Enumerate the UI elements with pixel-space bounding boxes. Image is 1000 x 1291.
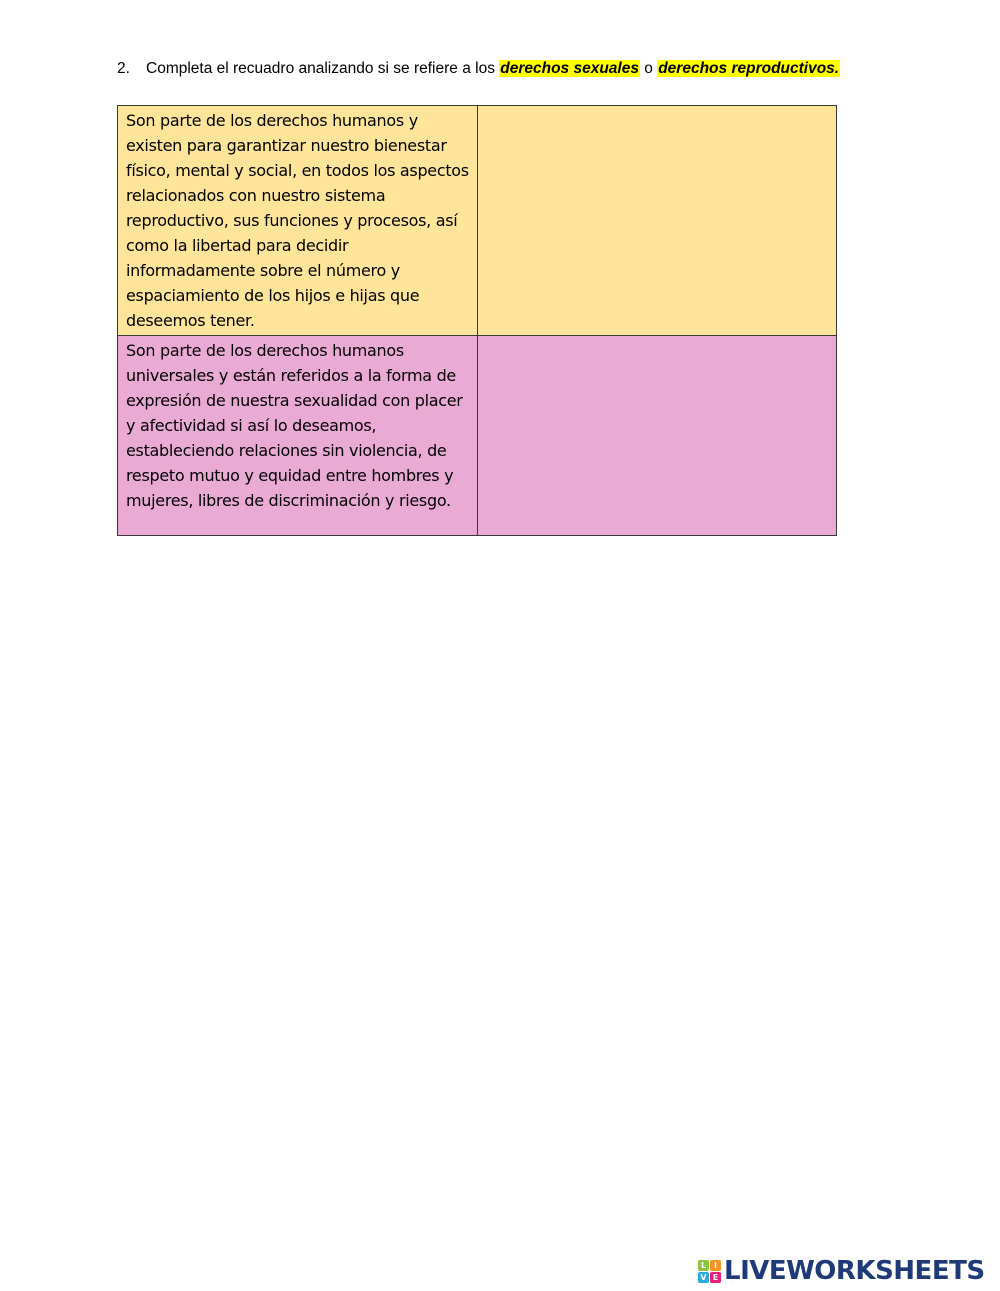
logo-icon [698,1260,721,1283]
highlight-derechos-reproductivos: derechos reproductivos. [658,60,840,77]
instruction-line [117,58,840,80]
logo-letter: V [698,1272,709,1283]
question-number: 2. [117,60,130,77]
instruction-connector: o [639,60,658,77]
answer-cell[interactable] [478,106,837,336]
liveworksheets-logo [698,1256,985,1286]
definition-cell: Son parte de los derechos humanos y existen para garantizar nuestro bienestar físico, mental y social, en todos los aspectos relacionados con nuestro sistema reproductivo, sus funciones y procesos, así como la libertad para decidir informadamente sobre el número y espaciamiento de los hijos e hijas que deseemos tener. [118,106,478,336]
definition-cell: Son parte de los derechos humanos universales y están referidos a la forma de expresión de nuestra sexualidad con placer y afectividad si así lo deseamos, estableciendo relaciones sin violencia, de respeto mutuo y equidad entre hombres y mujeres, libres de discriminación y riesgo. [118,336,478,536]
instruction-text: Completa el recuadro analizando si se refiere a los [146,60,500,77]
answer-box[interactable] [486,338,828,533]
answer-cell[interactable] [478,336,837,536]
logo-letter: E [710,1272,721,1283]
highlight-derechos-sexuales: derechos sexuales [500,60,639,77]
logo-text: LIVEWORKSHEETS [724,1256,985,1286]
logo-letter: I [710,1260,721,1271]
classification-table [117,105,837,536]
logo-letter: L [698,1260,709,1271]
table-row-reproductive [118,106,837,336]
table-row-sexual [118,336,837,536]
answer-box[interactable] [486,108,828,333]
